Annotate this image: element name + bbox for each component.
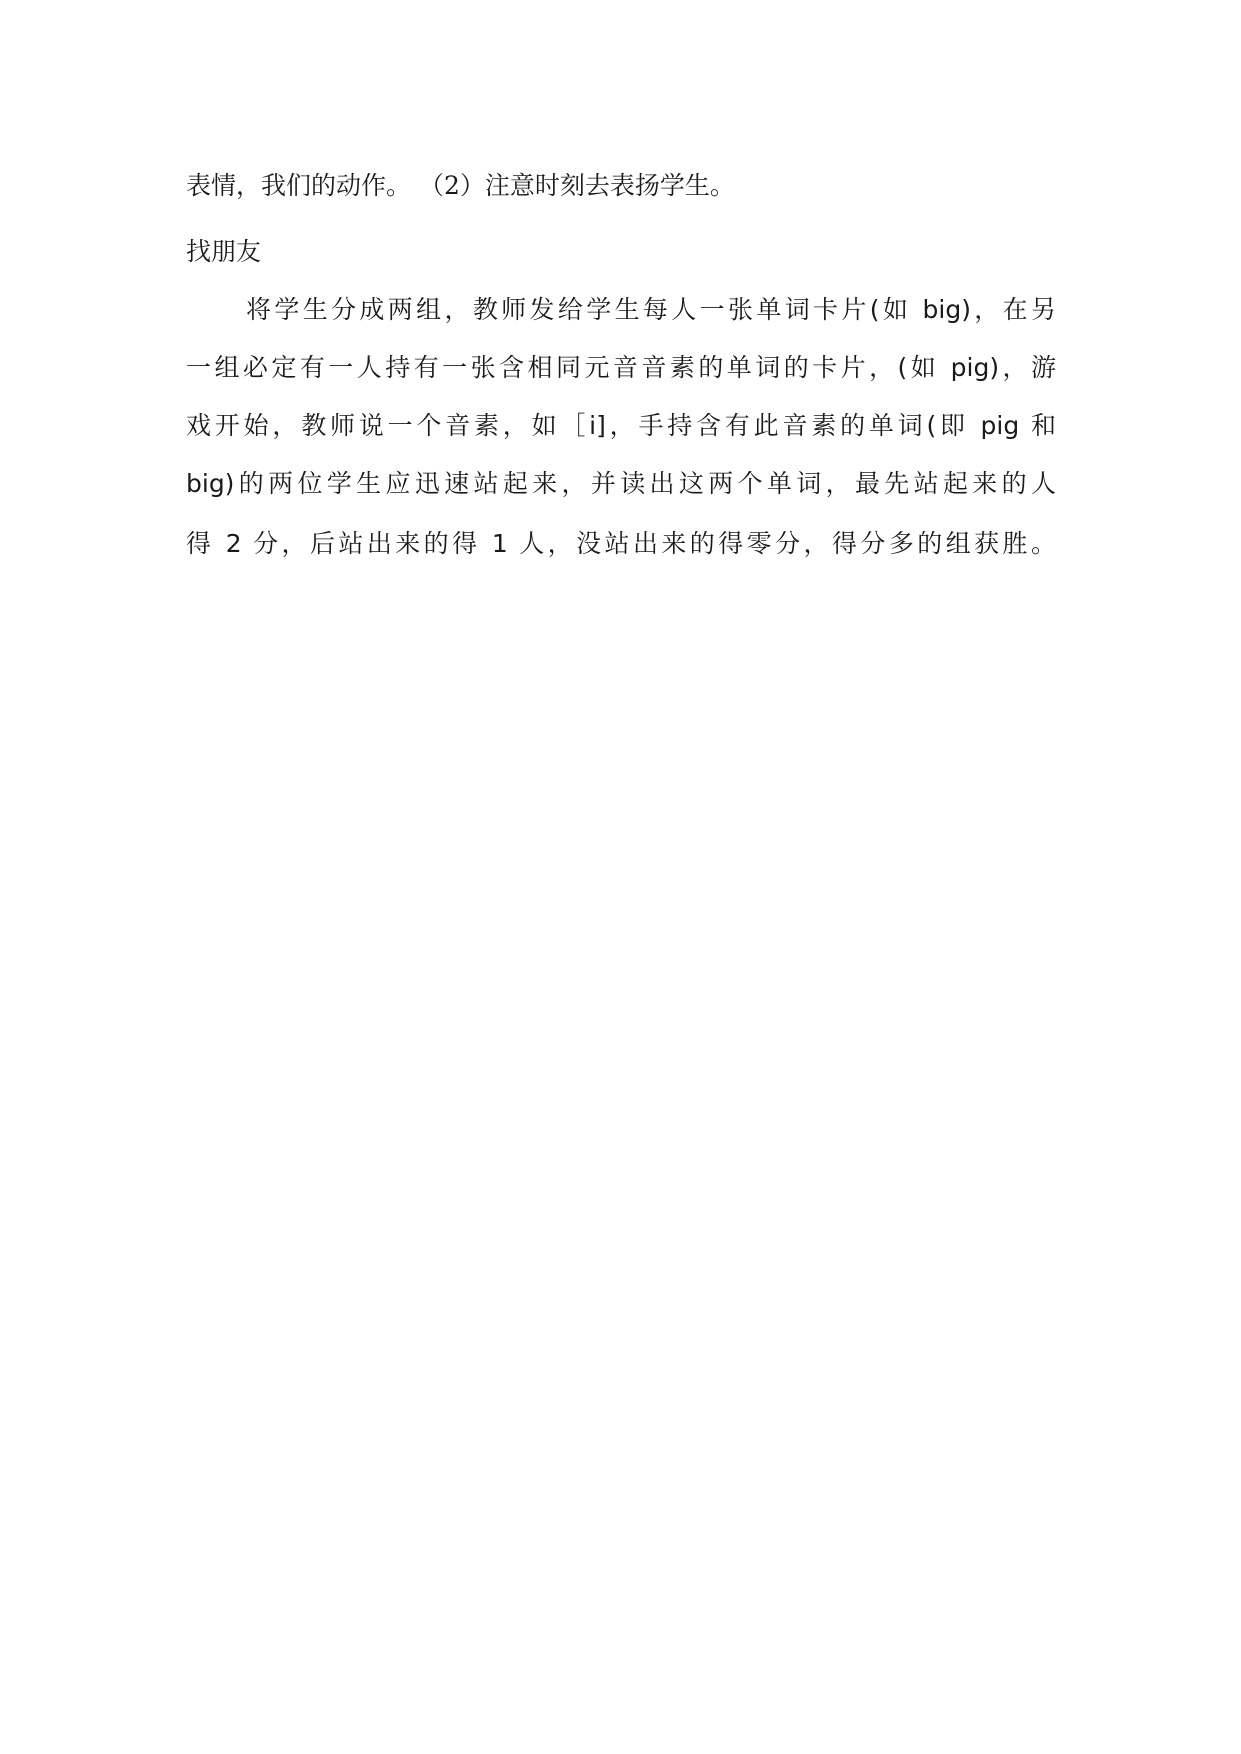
paragraph-line-1: 将学生分成两组，教师发给学生每人一张单词卡片(如 big)，在另 — [246, 295, 1056, 324]
paragraph-line-2: 一组必定有一人持有一张含相同元音音素的单词的卡片，(如 pig)，游 — [186, 353, 1056, 382]
paragraph-line-3: 戏开始，教师说一个音素，如［i]，手持含有此音素的单词(即 pig 和 — [186, 411, 1056, 440]
text-line-continuation: 表情，我们的动作。 （2）注意时刻去表扬学生。 — [186, 171, 735, 200]
section-heading: 找朋友 — [186, 237, 262, 266]
paragraph-line-4: big)的两位学生应迅速站起来，并读出这两个单词，最先站起来的人 — [186, 469, 1056, 498]
paragraph-line-5: 得 2 分，后站出来的得 1 人，没站出来的得零分，得分多的组获胜。 — [186, 529, 1056, 558]
